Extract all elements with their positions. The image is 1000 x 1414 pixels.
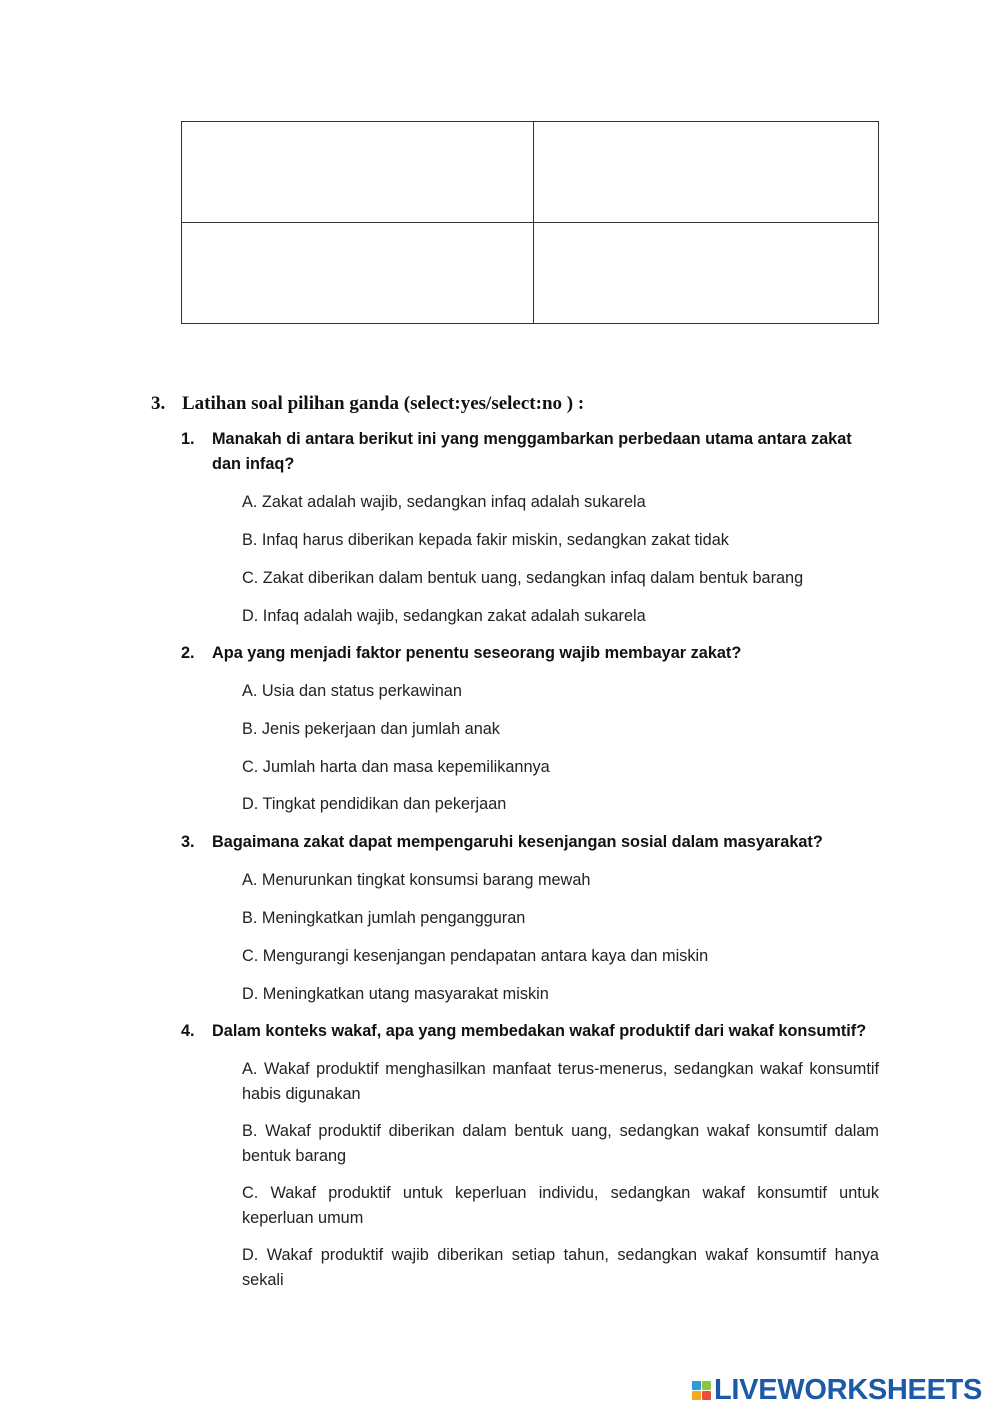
question-4 (181, 1019, 881, 1044)
option-q4-d[interactable]: D. Wakaf produktif wajib diberikan setiap tahun, sedangkan wakaf konsumtif hanya sekali (242, 1246, 879, 1289)
section-title: Latihan soal pilihan ganda (select:yes/select:no ) : (182, 393, 585, 414)
logo-tile (702, 1381, 711, 1390)
brand-name: LIVEWORKSHEETS (714, 1373, 983, 1406)
option-q4-a[interactable]: A. Wakaf produktif menghasilkan manfaat terus-menerus, sedangkan wakaf konsumtif habis digunakan (242, 1060, 879, 1103)
section-number: 3. (151, 393, 166, 414)
option-q1-b[interactable]: B. Infaq harus diberikan kepada fakir miskin, sedangkan zakat tidak (242, 531, 729, 549)
option-q4-b[interactable]: B. Wakaf produktif diberikan dalam bentuk uang, sedangkan wakaf konsumtif dalam bentuk barang (242, 1122, 879, 1165)
question-1 (181, 427, 881, 477)
table-row (182, 223, 879, 324)
liveworksheets-logo-icon (692, 1381, 711, 1400)
logo-tile (702, 1391, 711, 1400)
table-cell[interactable] (534, 122, 879, 223)
blank-answer-table (181, 121, 879, 324)
option-q1-a[interactable]: A. Zakat adalah wajib, sedangkan infaq adalah sukarela (242, 493, 646, 511)
question-number: 3. (181, 833, 195, 851)
table-cell[interactable] (182, 223, 534, 324)
option-q3-a[interactable]: A. Menurunkan tingkat konsumsi barang mewah (242, 871, 591, 889)
liveworksheets-brand[interactable] (692, 1373, 982, 1407)
option-q2-d[interactable]: D. Tingkat pendidikan dan pekerjaan (242, 795, 507, 813)
table-cell[interactable] (182, 122, 534, 223)
option-q3-d[interactable]: D. Meningkatkan utang masyarakat miskin (242, 985, 549, 1003)
question-number: 4. (181, 1022, 195, 1040)
table-row (182, 122, 879, 223)
option-q3-b[interactable]: B. Meningkatkan jumlah pengangguran (242, 909, 526, 927)
question-text: Apa yang menjadi faktor penentu seseorang wajib membayar zakat? (212, 644, 742, 662)
table-cell[interactable] (534, 223, 879, 324)
option-q2-a[interactable]: A. Usia dan status perkawinan (242, 682, 462, 700)
question-text: Bagaimana zakat dapat mempengaruhi kesenjangan sosial dalam masyarakat? (212, 833, 823, 851)
logo-tile (692, 1381, 701, 1390)
question-3 (181, 830, 881, 855)
option-q2-b[interactable]: B. Jenis pekerjaan dan jumlah anak (242, 720, 500, 738)
option-q1-c[interactable]: C. Zakat diberikan dalam bentuk uang, sedangkan infaq dalam bentuk barang (242, 569, 804, 587)
section-heading (151, 393, 911, 415)
option-q2-c[interactable]: C. Jumlah harta dan masa kepemilikannya (242, 758, 550, 776)
option-q4-c[interactable]: C. Wakaf produktif untuk keperluan individu, sedangkan wakaf konsumtif untuk keperluan umum (242, 1184, 879, 1227)
question-text: Manakah di antara berikut ini yang menggambarkan perbedaan utama antara zakat dan infaq? (212, 430, 852, 473)
logo-tile (692, 1391, 701, 1400)
question-text: Dalam konteks wakaf, apa yang membedakan wakaf produktif dari wakaf konsumtif? (212, 1022, 867, 1040)
option-q3-c[interactable]: C. Mengurangi kesenjangan pendapatan antara kaya dan miskin (242, 947, 709, 965)
option-q1-d[interactable]: D. Infaq adalah wajib, sedangkan zakat adalah sukarela (242, 607, 646, 625)
question-2 (181, 641, 881, 666)
question-number: 1. (181, 430, 195, 448)
question-number: 2. (181, 644, 195, 662)
